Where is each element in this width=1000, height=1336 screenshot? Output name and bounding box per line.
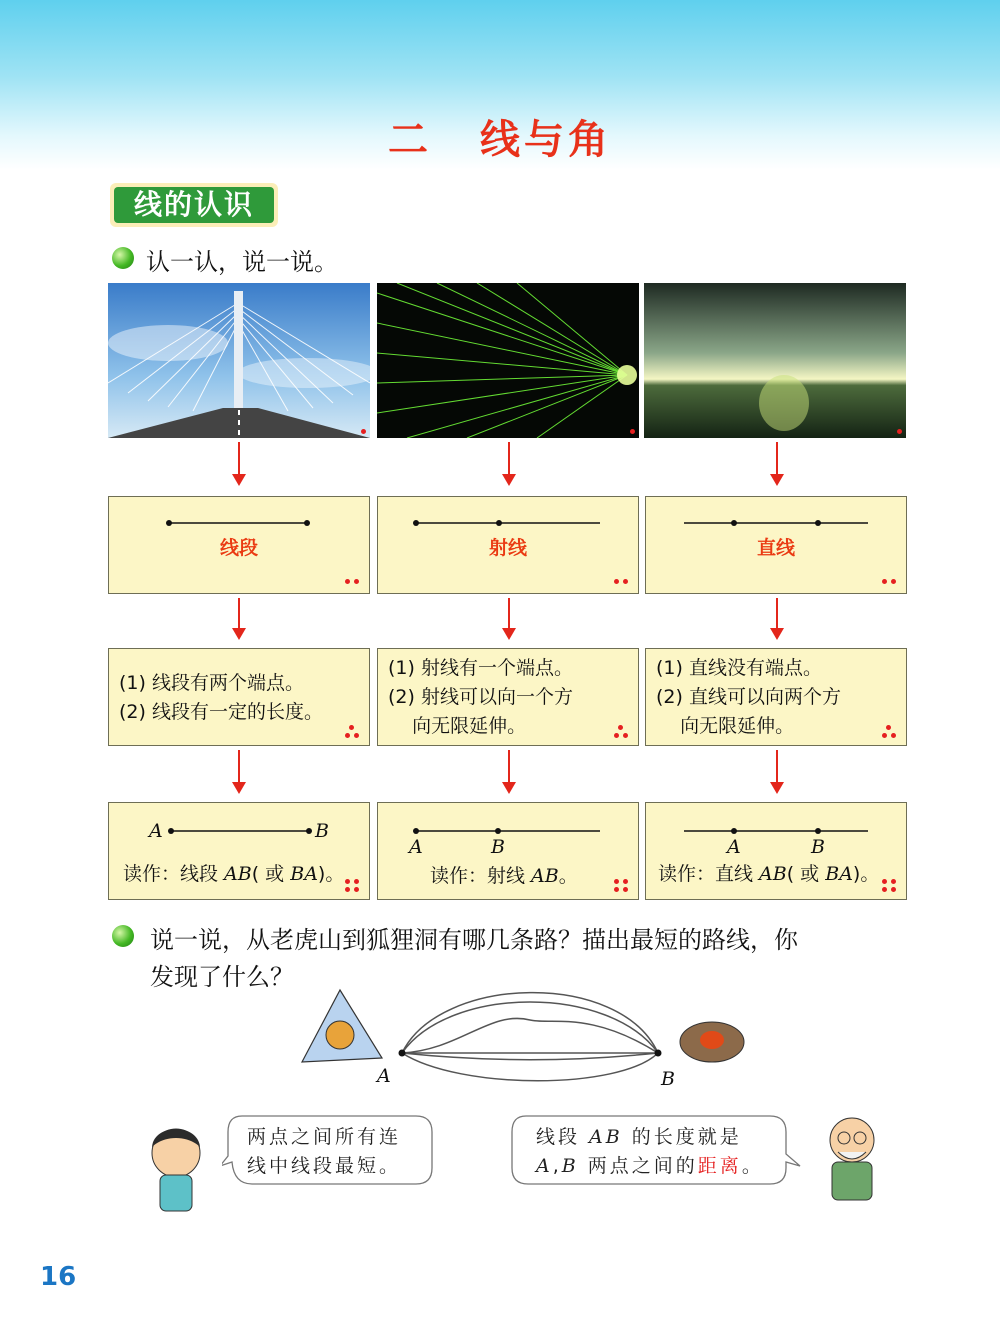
property-line: 向无限延伸。 — [388, 715, 527, 737]
point-label-a: A — [727, 836, 741, 858]
map-label-b: B — [661, 1068, 675, 1090]
card-segment-reading — [108, 802, 370, 900]
property-line: (1) 直线没有端点。 — [656, 657, 822, 679]
property-line: (2) 直线可以向两个方 — [656, 686, 841, 708]
card-line-reading — [645, 802, 907, 900]
arrow-down — [508, 598, 510, 638]
map-label-a: A — [377, 1065, 391, 1087]
line-labeled-figure — [646, 811, 908, 851]
card-ray-reading — [377, 802, 639, 900]
card-line-props — [645, 648, 907, 746]
bridge-image — [108, 283, 370, 438]
bubble-left-line2: 线中线段最短。 — [247, 1155, 402, 1177]
arrow-down — [508, 750, 510, 792]
arrow-down — [776, 442, 778, 484]
section-title: 线的认识 — [114, 187, 274, 223]
arrow-down — [776, 598, 778, 638]
activity2-prompt-line2: 发现了什么？ — [150, 963, 294, 991]
horizon-image — [644, 283, 906, 438]
marker-dot — [897, 429, 902, 434]
arrow-down — [508, 442, 510, 484]
bullet-icon — [112, 247, 134, 269]
activity2-prompt-line1: 说一说，从老虎山到狐狸洞有哪几条路？描出最短的路线，你 — [150, 926, 798, 954]
type-name: 直线 — [756, 537, 795, 559]
distance-highlight: 距离 — [697, 1155, 742, 1177]
reading-text: 读作：射线 AB。 — [430, 865, 578, 887]
corner-dots-icon — [882, 725, 900, 741]
chapter-number: 二 — [388, 117, 432, 163]
point-label-b: B — [811, 836, 825, 858]
section-badge — [110, 183, 278, 227]
arrow-down — [238, 598, 240, 638]
type-name: 线段 — [219, 537, 258, 559]
boy-character — [138, 1115, 218, 1225]
point-label-a: A — [409, 836, 423, 858]
property-line: (1) 射线有一个端点。 — [388, 657, 573, 679]
arrow-down — [238, 750, 240, 792]
corner-dots-icon — [882, 579, 900, 589]
chapter-title — [0, 108, 1000, 165]
corner-dots-icon — [345, 725, 363, 741]
card-ray-name — [377, 496, 639, 594]
marker-dot — [630, 429, 635, 434]
corner-dots-icon — [614, 725, 632, 741]
card-segment-name — [108, 496, 370, 594]
reading-text: 读作：线段 AB( 或 BA)。 — [123, 863, 345, 885]
corner-dots-icon — [614, 579, 632, 589]
corner-dots-icon — [345, 579, 363, 589]
card-ray-props — [377, 648, 639, 746]
bubble-right-line2: A,B 两点之间的距离。 — [536, 1155, 764, 1177]
bubble-left-line1: 两点之间所有连 — [247, 1126, 402, 1148]
point-label-a: A — [149, 820, 163, 842]
point-label-b: B — [491, 836, 505, 858]
marker-dot — [361, 429, 366, 434]
property-line: (2) 线段有一定的长度。 — [119, 701, 323, 723]
route-map — [290, 980, 770, 1090]
photo-horizon — [644, 283, 906, 438]
card-line-name — [645, 496, 907, 594]
property-line: (1) 线段有两个端点。 — [119, 672, 304, 694]
reading-text: 读作：直线 AB( 或 BA)。 — [658, 863, 880, 885]
arrow-down — [776, 750, 778, 792]
property-line: 向无限延伸。 — [656, 715, 795, 737]
page-number: 16 — [40, 1262, 77, 1292]
corner-dots-icon — [614, 879, 632, 895]
chapter-name: 线与角 — [480, 117, 612, 163]
activity1-prompt: 认一认，说一说。 — [146, 248, 338, 276]
property-line: (2) 射线可以向一个方 — [388, 686, 573, 708]
bullet-icon — [112, 925, 134, 947]
card-segment-props — [108, 648, 370, 746]
point-label-b: B — [315, 820, 329, 842]
arrow-down — [238, 442, 240, 484]
photo-bridge — [108, 283, 370, 438]
corner-dots-icon — [882, 879, 900, 895]
bubble-right-line1: 线段 AB 的长度就是 — [536, 1126, 742, 1148]
laser-image — [377, 283, 639, 438]
grandpa-character — [812, 1108, 892, 1208]
photo-laser — [377, 283, 639, 438]
corner-dots-icon — [345, 879, 363, 895]
type-name: 射线 — [488, 537, 527, 559]
